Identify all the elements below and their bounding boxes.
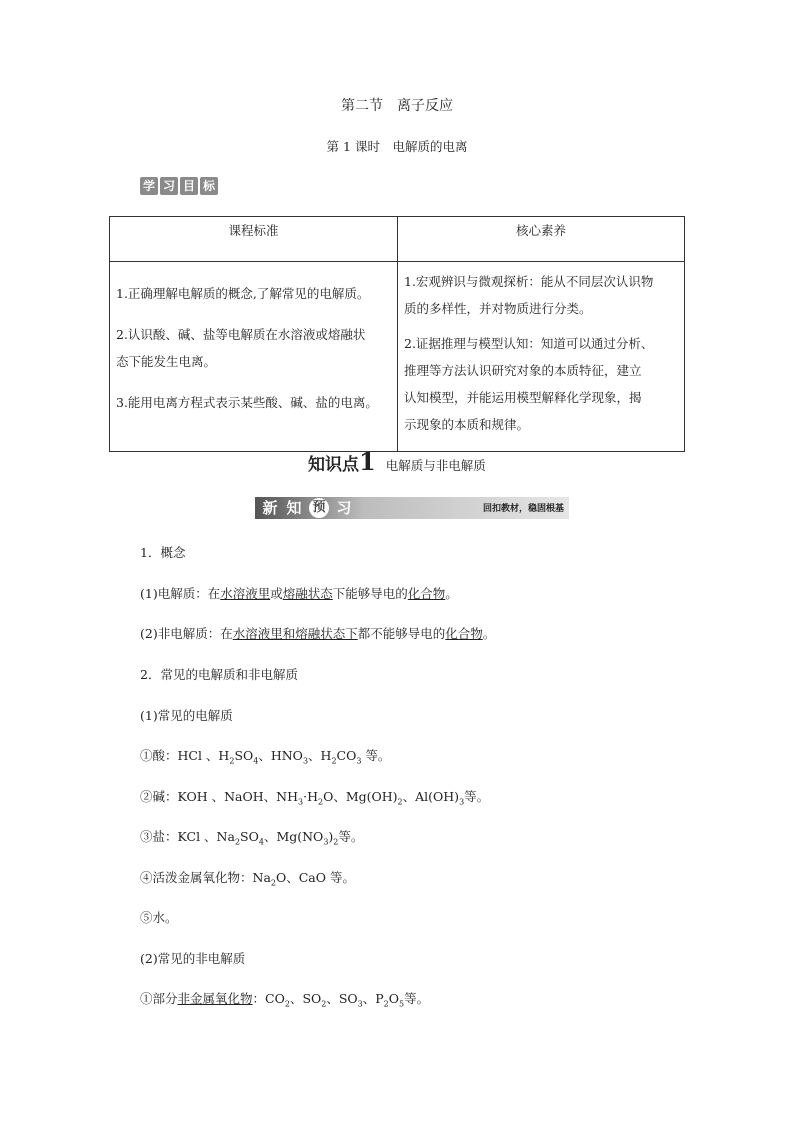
literacy-item: 推理等方法认识研究对象的本质特征，建立 <box>404 363 642 378</box>
goals-table <box>109 216 685 452</box>
badge-char: 学 <box>140 177 158 195</box>
subsection-heading: (1)常见的电解质 <box>140 708 233 723</box>
standards-cell <box>110 262 398 452</box>
example-bases: ②碱：KOH 、NaOH、$NH_3\cdot H_2O$、$Mg(OH)_2$、$Al(OH)_3$等。 <box>140 789 490 807</box>
badge-char: 目 <box>180 177 198 195</box>
banner-char: 习 <box>336 499 352 517</box>
example-water: ⑤水。 <box>140 910 178 925</box>
banner-char: 新 <box>262 499 278 517</box>
page-title: 第二节 离子反应 <box>341 98 453 114</box>
example-nonmetal-oxides: ①部分非金属氧化物：$CO_2$、$SO_2$、$SO_3$、$P_2O_5$等。 <box>140 991 430 1009</box>
literacy-item: 1.宏观辨识与微观探析：能从不同层次认识物 <box>404 274 654 289</box>
knowledge-point-number: 1 <box>359 447 376 476</box>
col-header-literacy: 核心素养 <box>398 217 685 262</box>
standard-item: 1.正确理解电解质的概念,了解常见的电解质。 <box>116 286 370 301</box>
banner-slogan: 回扣教材，稳固根基 <box>482 504 564 514</box>
definition-electrolyte: (1)电解质：在水溶液里或熔融状态下能够导电的化合物。 <box>140 586 458 601</box>
example-oxides: ④活泼金属氧化物：$Na_2O$、CaO 等。 <box>140 870 355 888</box>
section-heading: 2．常见的电解质和非电解质 <box>140 667 298 682</box>
subsection-heading: (2)常见的非电解质 <box>140 951 246 966</box>
banner-char: 知 <box>286 499 302 517</box>
banner-char: 预 <box>309 498 329 518</box>
literacy-item: 质的多样性，并对物质进行分类。 <box>404 301 592 316</box>
literacy-item: 示现象的本质和规律。 <box>404 417 530 432</box>
badge-char: 标 <box>200 177 218 195</box>
standard-item: 态下能发生电离。 <box>116 354 217 369</box>
knowledge-point-title: 电解质与非电解质 <box>385 458 486 473</box>
standard-item: 3.能用电离方程式表示某些酸、碱、盐的电离。 <box>116 395 378 410</box>
example-salts: ③盐：KCl 、$Na_2SO_4$、$Mg(NO_3)_2$等。 <box>140 829 364 847</box>
literacy-item: 2.证据推理与模型认知：知道可以通过分析、 <box>404 336 654 351</box>
knowledge-point-label: 知识点 <box>308 455 359 475</box>
literacy-item: 认知模型，并能运用模型解释化学现象，揭 <box>404 390 642 405</box>
col-header-standards: 课程标准 <box>110 217 398 262</box>
badge-char: 习 <box>160 177 178 195</box>
learning-goals-badge <box>140 177 218 195</box>
section-heading: 1．概念 <box>140 545 186 560</box>
preview-banner <box>255 497 569 519</box>
page-subtitle: 第 1 课时 电解质的电离 <box>326 139 468 154</box>
knowledge-point-heading <box>308 447 486 476</box>
standard-item: 2.认识酸、碱、盐等电解质在水溶液或熔融状 <box>116 327 366 342</box>
example-acids: ①酸：HCl 、$H_2SO_4$、$HNO_3$、$H_2CO_3$ 等。 <box>140 748 391 766</box>
definition-non-electrolyte: (2)非电解质：在水溶液里和熔融状态下都不能够导电的化合物。 <box>140 626 496 641</box>
literacy-cell <box>398 262 685 452</box>
